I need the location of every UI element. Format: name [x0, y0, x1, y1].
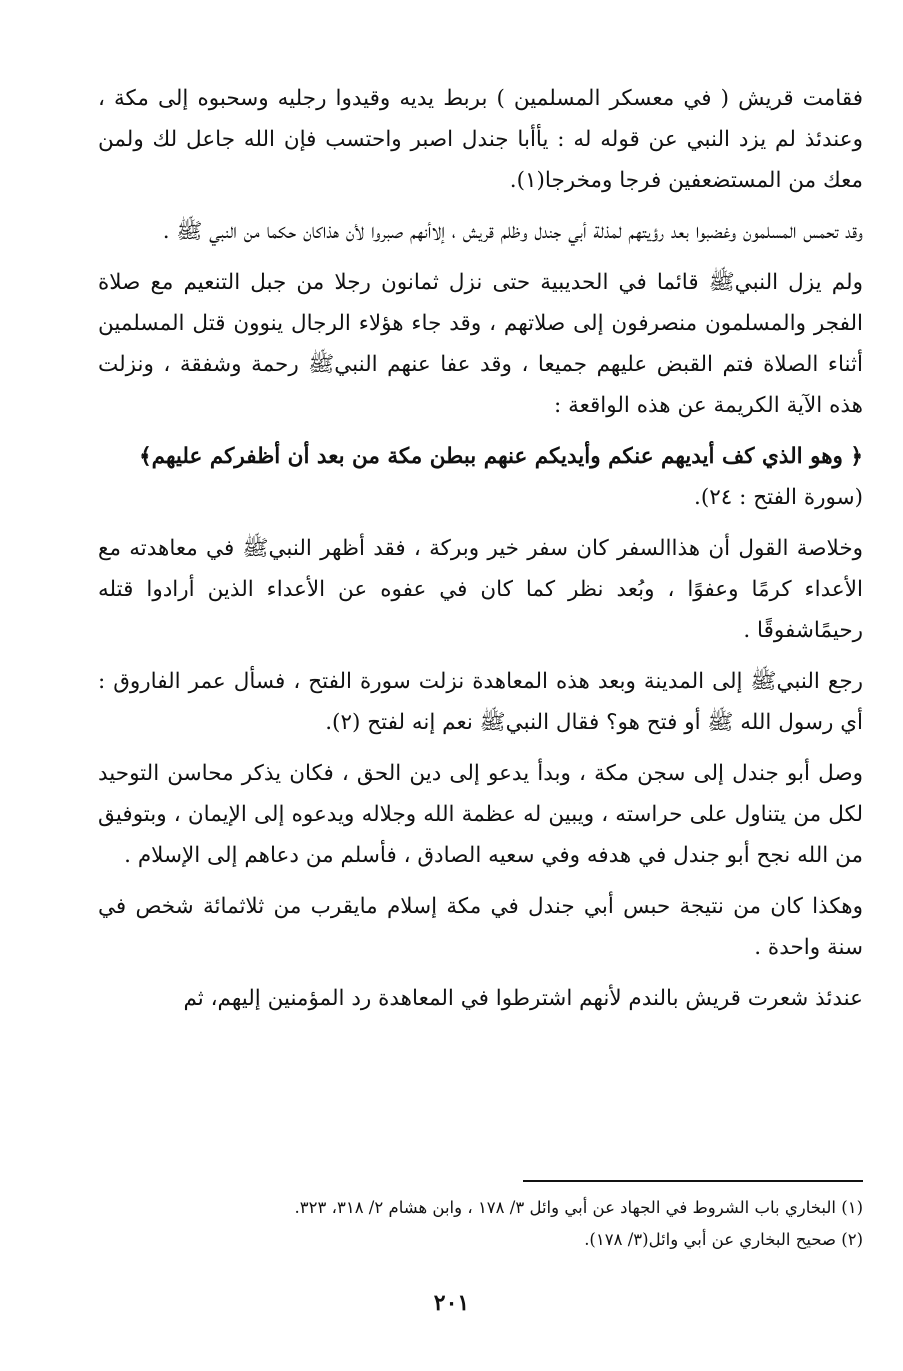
footnote-1: (١) البخاري باب الشروط في الجهاد عن أبي وائل ٣/ ١٧٨ ، وابن هشام ٢/ ٣١٨، ٣٢٣. — [294, 1198, 863, 1217]
paragraph-quraysh-binding: فقامت قريش ( في معسكر المسلمين ) بربط يديه وقيدوا رجليه وسحبوه إلى مكة ، وعندئذ لم يزد النبي عن قوله له : يأأبا جندل اصبر واحتسب فإن الله جاعل لك ولمن معك من المستضعفين فرجا ومخرجا(١). — [98, 86, 863, 193]
paragraph-hudaybiyyah-men: ولم يزل النبيﷺ قائما في الحديبية حتى نزل ثمانون رجلا من جبل التنعيم مع صلاة الفجر والمسلمون منصرفون إلى صلاتهم ، وقد جاء هؤلاء الرجال ينوون قتل المسلمين أثناء الصلاة فتم القبض عليهم جميعا ، وقد عفا عنهم النبيﷺ رحمة وشفقة ، ونزلت هذه الآية الكريمة عن هذه الواقعة : — [98, 270, 863, 418]
paragraph-summary: وخلاصة القول أن هذاالسفر كان سفر خير وبركة ، فقد أظهر النبيﷺ في معاهدته مع الأعداء كرمًا وعفوًا ، وبُعد نظر كما كان في عفوه عن الأعداء الذين أرادوا قتله رحيمًاشفوقًا . — [98, 536, 863, 643]
quran-verse: ﴿ وهو الذي كف أيديهم عنكم وأيديكم عنهم ببطن مكة من بعد أن أظفركم عليهم﴾ — [139, 444, 863, 469]
page-number: ٢٠١ — [433, 1290, 470, 1316]
paragraph-quraysh-regret: عندئذ شعرت قريش بالندم لأنهم اشترطوا في المعاهدة رد المؤمنين إليهم، ثم — [183, 986, 863, 1011]
footnote-divider — [523, 1180, 863, 1182]
footnotes — [98, 1192, 863, 1256]
paragraph-return-to-madinah: رجع النبيﷺ إلى المدينة وبعد هذه المعاهدة نزلت سورة الفتح ، فسأل عمر الفاروق : أي رسول الله ﷺ أو فتح هو؟ فقال النبيﷺ نعم إنه لفتح (٢). — [98, 669, 863, 735]
footnote-2: (٢) صحيح البخاري عن أبي وائل(٣/ ١٧٨). — [584, 1230, 863, 1249]
paragraph-conversions: وهكذا كان من نتيجة حبس أبي جندل في مكة إسلام مايقرب من ثلاثمائة شخص في سنة واحدة . — [98, 894, 863, 960]
verse-reference: (سورة الفتح : ٢٤). — [693, 485, 863, 510]
paragraph-abu-jandal-prison: وصل أبو جندل إلى سجن مكة ، وبدأ يدعو إلى دين الحق ، فكان يذكر محاسن التوحيد لكل من يتناول على حراسته ، ويبين له عظمة الله وجلاله ويدعوه إلى الإيمان ، وبتوفيق من الله نجح أبو جندل في هدفه وفي سعيه الصادق ، فأسلم من دعاهم إلى الإسلام . — [98, 761, 863, 868]
paragraph-muslims-anger: وقد تحمس المسلمون وغضبوا بعد رؤيتهم لمذلة أبي جندل وظلم قريش ، إلاأنهم صبروا لأن هذاكان حكما من النبي ﷺ . — [162, 219, 863, 244]
